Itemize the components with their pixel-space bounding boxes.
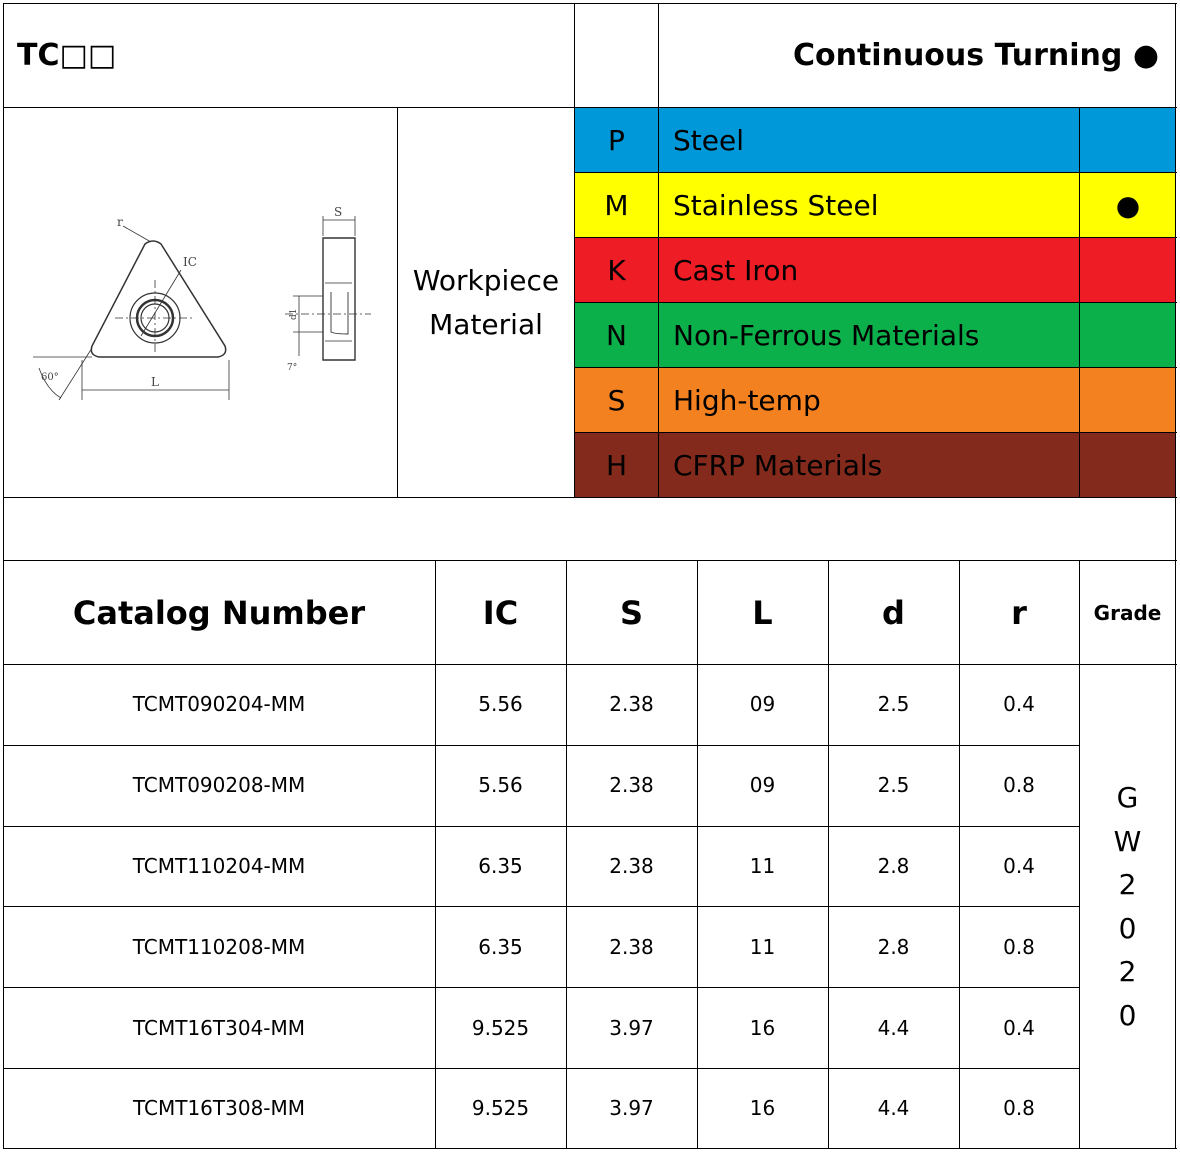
grid-line bbox=[3, 906, 1080, 907]
grid-line bbox=[574, 302, 1177, 303]
ic-value: 5.56 bbox=[478, 692, 523, 717]
drawing-label-ic: IC bbox=[183, 255, 197, 269]
grid-line bbox=[1079, 560, 1080, 1149]
material-name: Steel bbox=[673, 124, 744, 157]
catalog-number: TCMT16T304-MM bbox=[132, 1015, 306, 1040]
insert-drawing bbox=[3, 108, 397, 497]
grid-line bbox=[3, 560, 1177, 561]
catalog-number: TCMT16T308-MM bbox=[132, 1096, 306, 1121]
r-header: r bbox=[1011, 593, 1027, 632]
grid-line bbox=[574, 367, 1177, 368]
ic-value: 6.35 bbox=[478, 934, 523, 959]
drawing-label-angle: 60° bbox=[41, 372, 59, 383]
material-mark bbox=[1080, 303, 1176, 368]
grid-line bbox=[828, 560, 829, 1149]
ic-value: 9.525 bbox=[471, 1015, 530, 1040]
material-mark bbox=[1080, 238, 1176, 303]
l-value: 11 bbox=[749, 934, 776, 959]
grid-line bbox=[3, 1148, 1177, 1149]
material-name: Non-Ferrous Materials bbox=[673, 319, 980, 352]
catalog-number-header: Catalog Number bbox=[72, 593, 366, 632]
material-name: CFRP Materials bbox=[673, 449, 883, 482]
grid-line bbox=[574, 237, 1177, 238]
material-row-n bbox=[574, 303, 1176, 368]
material-name: High-temp bbox=[673, 384, 821, 417]
l-value: 16 bbox=[749, 1015, 776, 1040]
d-value: 4.4 bbox=[877, 1015, 910, 1040]
workpiece-label-line2: Material bbox=[429, 307, 543, 341]
material-mark bbox=[1080, 368, 1176, 433]
grade-char: G bbox=[1116, 781, 1139, 814]
grid-line bbox=[435, 560, 436, 1149]
drawing-label-d: d1 bbox=[289, 308, 299, 320]
grid-line bbox=[566, 560, 567, 1149]
d-value: 2.5 bbox=[877, 773, 910, 798]
material-code: M bbox=[604, 189, 629, 222]
process-label: Continuous Turning ● bbox=[792, 38, 1159, 73]
grid-line bbox=[3, 3, 4, 1149]
grid-line bbox=[3, 745, 1080, 746]
s-value: 3.97 bbox=[609, 1096, 654, 1121]
grid-line bbox=[959, 560, 960, 1149]
s-value: 2.38 bbox=[609, 853, 654, 878]
r-value: 0.4 bbox=[1003, 853, 1035, 878]
material-row-k bbox=[574, 238, 1176, 303]
material-code: P bbox=[608, 124, 625, 157]
grid-line bbox=[574, 432, 1177, 433]
material-name: Cast Iron bbox=[673, 254, 799, 287]
l-header: L bbox=[752, 593, 773, 632]
material-row-p bbox=[574, 108, 1176, 173]
s-value: 3.97 bbox=[609, 1015, 654, 1040]
grid-line bbox=[3, 987, 1080, 988]
grid-line bbox=[574, 172, 1177, 173]
r-value: 0.8 bbox=[1003, 1096, 1035, 1121]
material-code: S bbox=[607, 384, 626, 417]
l-value: 09 bbox=[749, 692, 776, 717]
grade-char: 0 bbox=[1118, 911, 1137, 945]
material-mark: ● bbox=[1115, 189, 1141, 222]
s-value: 2.38 bbox=[609, 934, 654, 959]
grid-line bbox=[658, 3, 659, 498]
workpiece-material-label bbox=[398, 108, 574, 497]
ic-value: 6.35 bbox=[478, 853, 523, 878]
s-value: 2.38 bbox=[609, 692, 654, 717]
material-row-h bbox=[574, 433, 1176, 498]
material-name: Stainless Steel bbox=[673, 189, 879, 222]
l-value: 11 bbox=[749, 853, 776, 878]
r-value: 0.4 bbox=[1003, 1015, 1035, 1040]
catalog-number: TCMT090204-MM bbox=[132, 692, 306, 717]
material-code: N bbox=[606, 319, 627, 352]
drawing-label-r: r bbox=[117, 215, 123, 229]
grid-line bbox=[397, 107, 398, 498]
r-value: 0.8 bbox=[1003, 934, 1035, 959]
grade-char: 2 bbox=[1118, 955, 1137, 988]
d-value: 4.4 bbox=[877, 1096, 910, 1121]
grid-line bbox=[3, 3, 1177, 4]
grade-char: 2 bbox=[1118, 868, 1137, 901]
ic-header: IC bbox=[482, 593, 519, 632]
ic-value: 5.56 bbox=[478, 773, 523, 798]
r-value: 0.4 bbox=[1003, 692, 1035, 717]
material-code: H bbox=[605, 449, 628, 482]
grid-line bbox=[3, 1068, 1080, 1069]
material-code: K bbox=[607, 254, 626, 287]
drawing-label-l: L bbox=[151, 375, 159, 389]
d-value: 2.5 bbox=[877, 692, 910, 717]
l-value: 09 bbox=[749, 773, 776, 798]
grade-char: 0 bbox=[1118, 998, 1137, 1032]
grade-header: Grade bbox=[1093, 600, 1162, 625]
grid-line bbox=[3, 664, 1177, 665]
grid-line bbox=[697, 560, 698, 1149]
catalog-number: TCMT110208-MM bbox=[132, 934, 306, 959]
material-mark bbox=[1080, 108, 1176, 173]
series-title: TC□□ bbox=[17, 38, 117, 73]
s-header: S bbox=[619, 593, 644, 632]
d-value: 2.8 bbox=[877, 934, 910, 959]
drawing-label-s: S bbox=[334, 205, 343, 219]
grid-line bbox=[3, 826, 1080, 827]
grid-line bbox=[3, 107, 1177, 108]
material-mark bbox=[1080, 433, 1176, 498]
grade-value bbox=[1079, 664, 1176, 1149]
catalog-number: TCMT090208-MM bbox=[132, 773, 306, 798]
d-header: d bbox=[882, 593, 905, 632]
material-row-s bbox=[574, 368, 1176, 433]
s-value: 2.38 bbox=[609, 773, 654, 798]
d-value: 2.8 bbox=[877, 853, 910, 878]
r-value: 0.8 bbox=[1003, 773, 1035, 798]
l-value: 16 bbox=[749, 1096, 776, 1121]
material-row-m bbox=[574, 173, 1176, 238]
ic-value: 9.525 bbox=[471, 1096, 530, 1121]
grid-line bbox=[574, 3, 575, 498]
grid-line bbox=[3, 497, 1177, 498]
drawing-label-relief: 7° bbox=[287, 363, 298, 373]
grade-char: W bbox=[1113, 824, 1142, 858]
workpiece-label-line1: Workpiece bbox=[412, 263, 560, 297]
catalog-number: TCMT110204-MM bbox=[132, 853, 306, 878]
grid-line bbox=[1175, 3, 1176, 1149]
